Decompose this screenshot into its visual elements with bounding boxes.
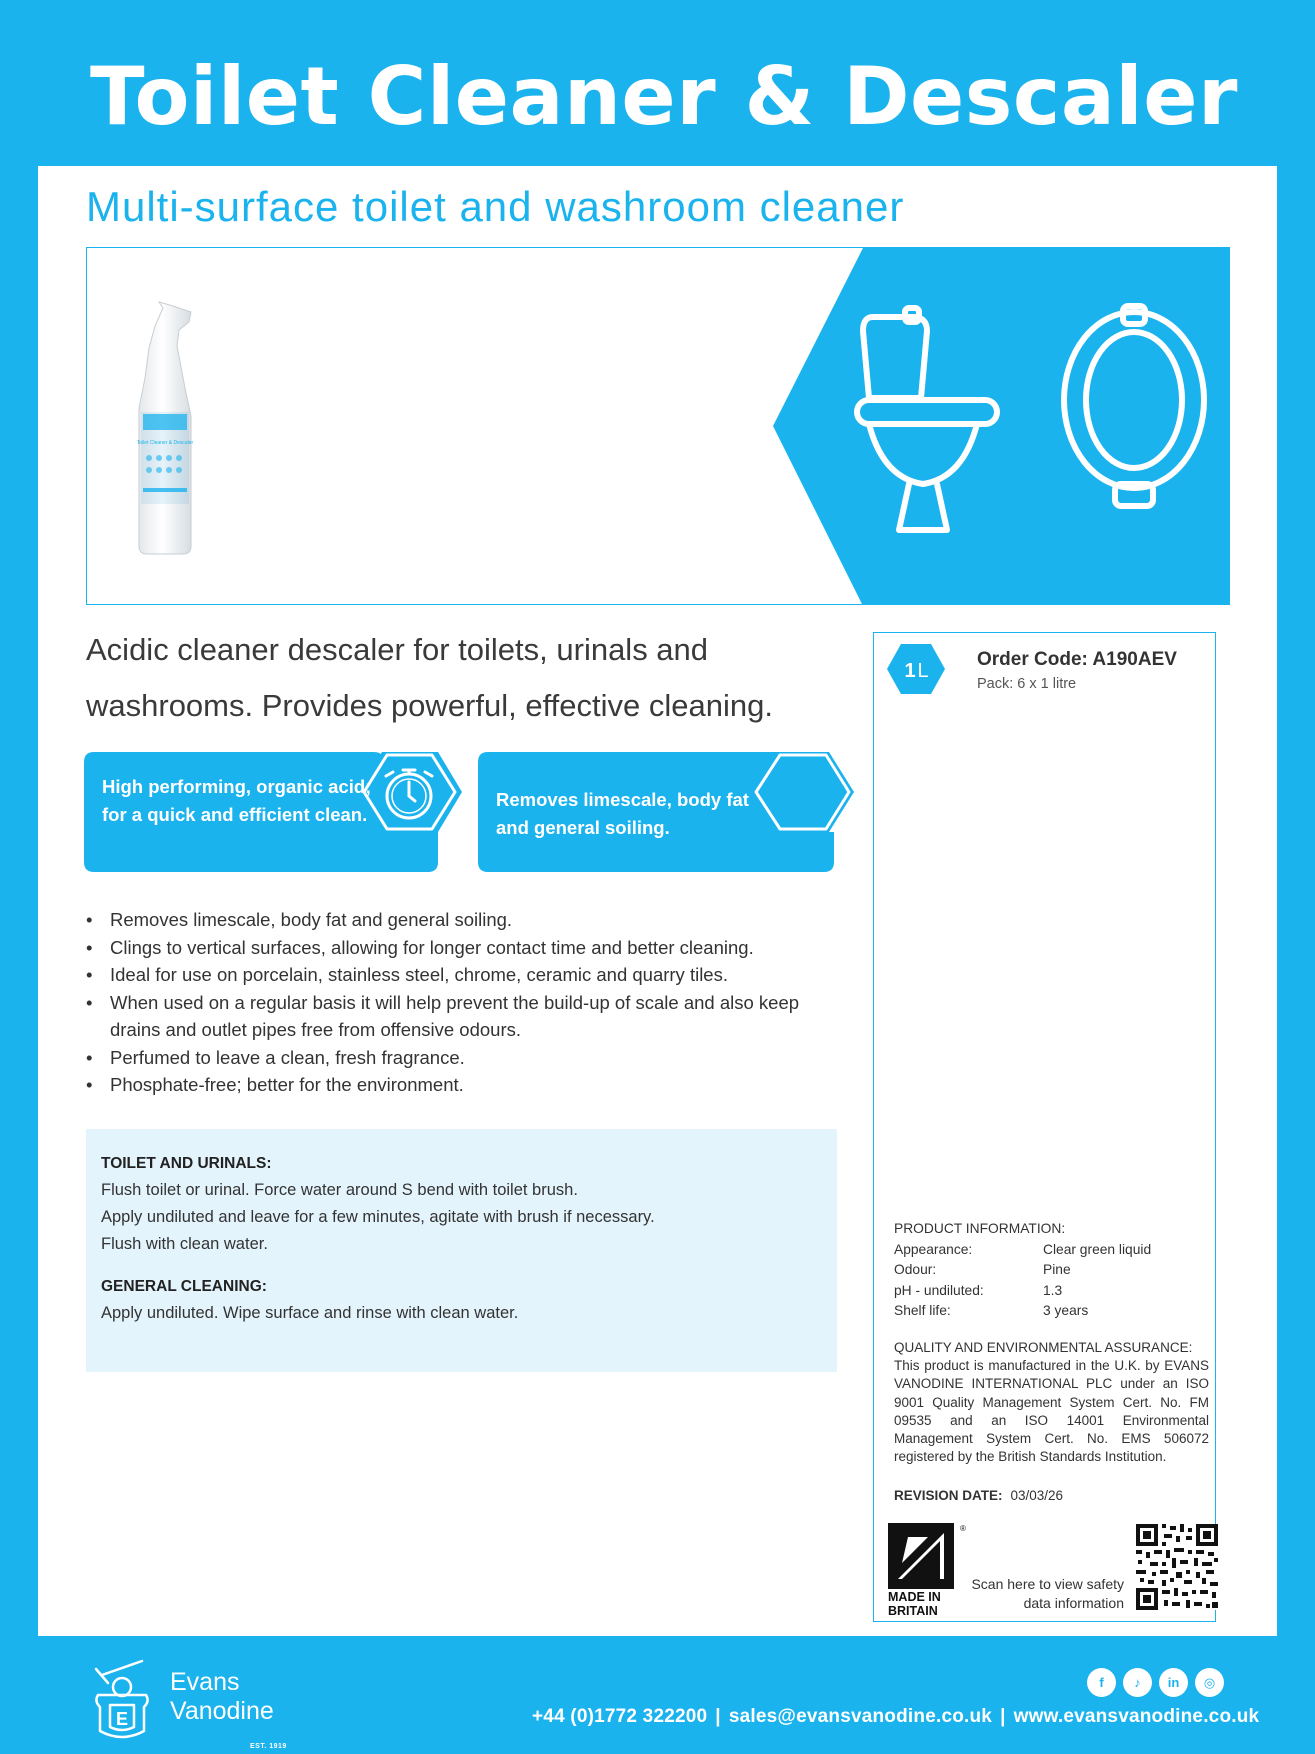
made-in-britain-logo: [888, 1523, 966, 1617]
scan-text: Scan here to view safety data information: [971, 1576, 1124, 1611]
brand-est: EST. 1919: [250, 1743, 287, 1750]
info-value: Pine: [1043, 1262, 1071, 1277]
quality-assurance: [894, 1339, 1209, 1466]
list-item: • Ideal for use on porcelain, stainless steel, chrome, ceramic and quarry tiles.: [84, 961, 844, 989]
info-key: pH - undiluted:: [894, 1282, 984, 1298]
feature-box-1: [84, 752, 474, 872]
linkedin-icon[interactable]: in: [1159, 1668, 1188, 1697]
svg-text:Toilet Cleaner & Descaler: Toilet Cleaner & Descaler: [136, 440, 194, 446]
info-value: 1.3: [1043, 1282, 1063, 1298]
evans-vanodine-logo[interactable]: [88, 1657, 168, 1741]
feature-box-2: [478, 752, 858, 872]
order-info-panel: [873, 632, 1216, 1622]
info-value: 3 years: [1043, 1303, 1089, 1318]
list-item: • Clings to vertical surfaces, allowing for longer contact time and better cleaning.: [84, 934, 844, 962]
toilet-heading: TOILET AND URINALS:: [101, 1155, 272, 1172]
revision-value: 03/03/26: [1010, 1488, 1064, 1503]
page-title: Toilet Cleaner & Descaler: [90, 50, 1238, 143]
instructions-panel: [86, 1129, 837, 1372]
revision-label: REVISION DATE:: [894, 1488, 1003, 1503]
info-key: Appearance:: [894, 1241, 973, 1257]
tiktok-icon[interactable]: ♪: [1123, 1668, 1152, 1697]
product-information: [894, 1219, 1204, 1322]
page-subtitle: Multi-surface toilet and washroom cleaner: [86, 183, 905, 230]
intro-text: Acidic cleaner descaler for toilets, urinals and washrooms. Provides powerful, effective cleaning.: [86, 632, 773, 723]
svg-text:1: 1: [904, 660, 916, 682]
info-key: Odour:: [894, 1262, 937, 1277]
list-item: • Phosphate-free; better for the environment.: [84, 1071, 844, 1099]
list-item: • Perfumed to leave a clean, fresh fragrance.: [84, 1044, 844, 1072]
svg-text:®: ®: [960, 1524, 966, 1533]
instruction-line: Apply undiluted. Wipe surface and rinse with clean water.: [101, 1304, 519, 1322]
instruction-line: Flush toilet or urinal. Force water around S bend with toilet brush.: [101, 1181, 578, 1199]
instruction-line: Flush with clean water.: [101, 1235, 268, 1253]
qr-code[interactable]: [1136, 1524, 1218, 1610]
feature-text-2: Removes limescale, body fat and general soiling.: [496, 789, 749, 838]
quality-text: This product is manufactured in the U.K. by EVANS VANODINE INTERNATIONAL PLC under an ISO 9001 Quality Management System Cert. No. FM 09535 and an ISO 14001 Environmental Management System Cert. No. EMS 506072 registered by the British Standards Institution.: [894, 1358, 1209, 1465]
contact-line: +44 (0)1772 322200 | sales@evansvanodine.co.uk | www.evansvanodine.co.uk: [532, 1706, 1260, 1727]
facebook-icon[interactable]: f: [1087, 1668, 1116, 1697]
list-item: • Removes limescale, body fat and general soiling.: [84, 906, 844, 934]
svg-text:MADE IN: MADE IN: [888, 1590, 941, 1604]
phone-number[interactable]: +44 (0)1772 322200: [532, 1706, 708, 1727]
product-bottle-image: [137, 302, 194, 554]
quality-heading: QUALITY AND ENVIRONMENTAL ASSURANCE:: [894, 1340, 1193, 1355]
instruction-line: Apply undiluted and leave for a few minutes, agitate with brush if necessary.: [101, 1208, 655, 1226]
svg-text:L: L: [917, 660, 929, 682]
list-item: • When used on a regular basis it will help prevent the build-up of scale and also keep drains and outlet pipes free from offensive odours.: [84, 989, 844, 1044]
product-info-heading: PRODUCT INFORMATION:: [894, 1221, 1066, 1236]
size-badge: [886, 643, 946, 695]
order-code: Order Code: A190AEV: [977, 649, 1177, 670]
hero-chevron-panel: [773, 248, 1230, 605]
svg-text:BRITAIN: BRITAIN: [888, 1604, 938, 1617]
info-key: Shelf life:: [894, 1303, 951, 1318]
feature-text-1: High performing, organic acid; for a quick and efficient clean.: [102, 776, 372, 825]
website-link[interactable]: www.evansvanodine.co.uk: [1013, 1706, 1260, 1727]
svg-text:E: E: [115, 1709, 129, 1729]
revision-date: [894, 1488, 1063, 1503]
instagram-icon[interactable]: ◎: [1195, 1668, 1224, 1697]
pack-size: Pack: 6 x 1 litre: [977, 676, 1077, 692]
brand-line-2: Vanodine: [170, 1697, 274, 1725]
general-heading: GENERAL CLEANING:: [101, 1278, 267, 1295]
email-link[interactable]: sales@evansvanodine.co.uk: [728, 1706, 993, 1727]
brand-line-1: Evans: [170, 1668, 240, 1696]
benefits-list: [84, 906, 844, 1099]
hero-panel: [86, 247, 1230, 605]
info-value: Clear green liquid: [1043, 1241, 1152, 1257]
brand-name: [170, 1668, 287, 1750]
